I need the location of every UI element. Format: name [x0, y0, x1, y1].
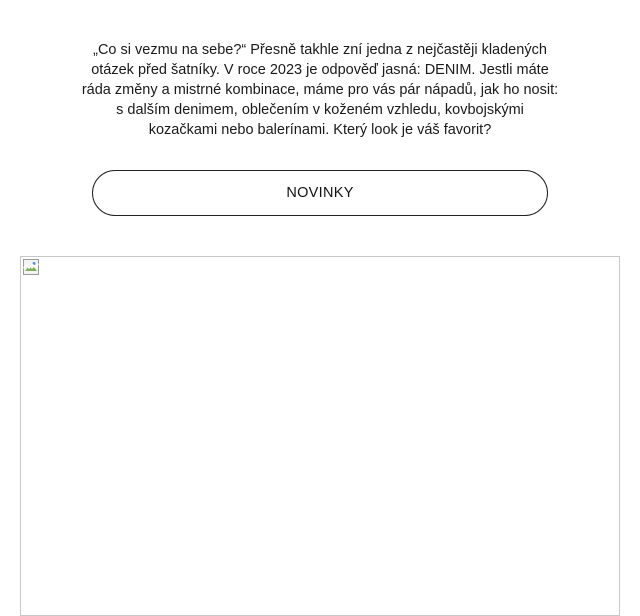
broken-image-icon	[23, 259, 39, 275]
novinky-button[interactable]: NOVINKY	[92, 170, 548, 216]
intro-paragraph: „Co si vezmu na sebe?“ Přesně takhle zní jedna z nejčastěji kladených otázek před šatníky. V roce 2023 je odpověď jasná: DENIM. Jestli máte ráda změny a mistrné kombinace, máme pro vás pár nápadů, jak ho nosit: s dalším denimem, oblečením v koženém vzhledu, kovbojskými kozačkami nebo balerínami. Který look je váš favorit?	[81, 42, 559, 138]
hero-image[interactable]	[20, 256, 620, 616]
